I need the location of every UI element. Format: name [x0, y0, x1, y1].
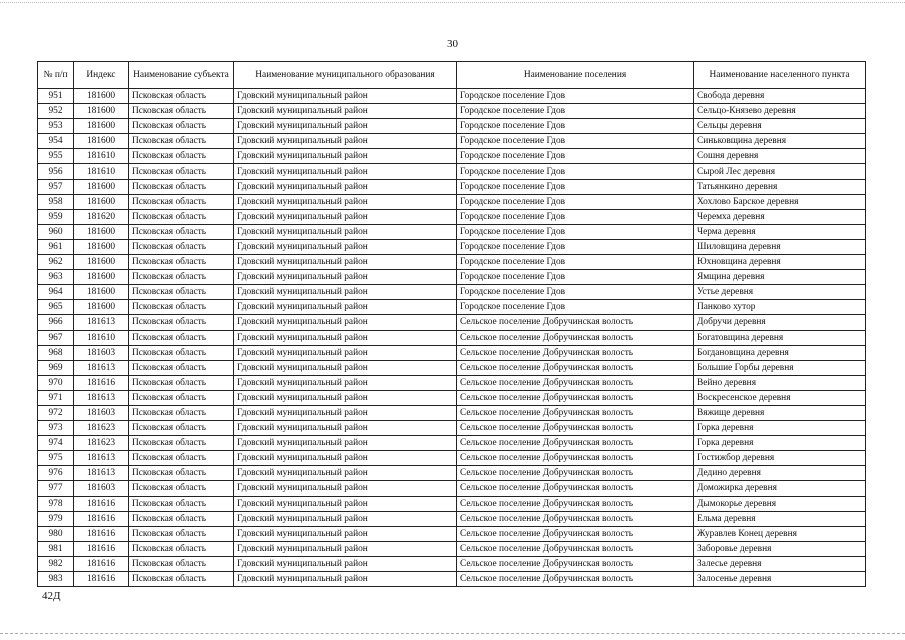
cell-locality: Свобода деревня: [694, 89, 866, 104]
cell-locality: Панково хутор: [694, 300, 866, 315]
cell-settlement: Городское поселение Гдов: [457, 224, 694, 239]
cell-index: 181600: [74, 179, 129, 194]
cell-number: 980: [38, 526, 74, 541]
cell-index: 181600: [74, 270, 129, 285]
cell-municipality: Гдовский муниципальный район: [234, 164, 457, 179]
cell-municipality: Гдовский муниципальный район: [234, 436, 457, 451]
table-header-row: [38, 62, 866, 89]
cell-municipality: Гдовский муниципальный район: [234, 330, 457, 345]
cell-locality: Доможирка деревня: [694, 481, 866, 496]
cell-subject: Псковская область: [129, 119, 234, 134]
cell-index: 181610: [74, 164, 129, 179]
cell-settlement: Сельское поселение Добручинская волость: [457, 541, 694, 556]
cell-municipality: Гдовский муниципальный район: [234, 300, 457, 315]
cell-locality: Черемха деревня: [694, 209, 866, 224]
cell-index: 181603: [74, 481, 129, 496]
cell-locality: Ельма деревня: [694, 511, 866, 526]
cell-subject: Псковская область: [129, 360, 234, 375]
cell-municipality: Гдовский муниципальный район: [234, 89, 457, 104]
cell-municipality: Гдовский муниципальный район: [234, 481, 457, 496]
cell-subject: Псковская область: [129, 345, 234, 360]
table-row: [38, 119, 866, 134]
cell-index: 181600: [74, 89, 129, 104]
cell-municipality: Гдовский муниципальный район: [234, 134, 457, 149]
cell-subject: Псковская область: [129, 315, 234, 330]
cell-municipality: Гдовский муниципальный район: [234, 390, 457, 405]
cell-locality: Ямщина деревня: [694, 270, 866, 285]
cell-number: 958: [38, 194, 74, 209]
scan-artifact-bottom: [0, 633, 905, 634]
cell-municipality: Гдовский муниципальный район: [234, 270, 457, 285]
cell-subject: Псковская область: [129, 466, 234, 481]
cell-subject: Псковская область: [129, 375, 234, 390]
table-row: [38, 511, 866, 526]
cell-subject: Псковская область: [129, 255, 234, 270]
cell-municipality: Гдовский муниципальный район: [234, 556, 457, 571]
cell-subject: Псковская область: [129, 330, 234, 345]
cell-settlement: Сельское поселение Добручинская волость: [457, 451, 694, 466]
cell-municipality: Гдовский муниципальный район: [234, 375, 457, 390]
cell-municipality: Гдовский муниципальный район: [234, 526, 457, 541]
cell-locality: Богатовщина деревня: [694, 330, 866, 345]
cell-locality: Сырой Лес деревня: [694, 164, 866, 179]
cell-locality: Большие Горбы деревня: [694, 360, 866, 375]
table-row: [38, 315, 866, 330]
cell-number: 952: [38, 104, 74, 119]
cell-locality: Устье деревня: [694, 285, 866, 300]
table-row: [38, 451, 866, 466]
cell-index: 181603: [74, 405, 129, 420]
table-row: [38, 224, 866, 239]
settlements-table: [37, 61, 866, 587]
cell-index: 181616: [74, 375, 129, 390]
table-row: [38, 209, 866, 224]
cell-number: 963: [38, 270, 74, 285]
table-row: [38, 300, 866, 315]
cell-settlement: Городское поселение Гдов: [457, 89, 694, 104]
cell-locality: Дедино деревня: [694, 466, 866, 481]
cell-number: 976: [38, 466, 74, 481]
scan-artifact-top: [0, 2, 905, 3]
page-number: 30: [447, 38, 458, 50]
cell-settlement: Сельское поселение Добручинская волость: [457, 496, 694, 511]
cell-index: 181613: [74, 315, 129, 330]
table-row: [38, 572, 866, 587]
cell-number: 961: [38, 239, 74, 254]
cell-settlement: Сельское поселение Добручинская волость: [457, 526, 694, 541]
cell-locality: Горка деревня: [694, 436, 866, 451]
cell-settlement: Сельское поселение Добручинская волость: [457, 390, 694, 405]
cell-number: 981: [38, 541, 74, 556]
table-row: [38, 345, 866, 360]
table-row: [38, 270, 866, 285]
cell-locality: Татьянкино деревня: [694, 179, 866, 194]
cell-number: 955: [38, 149, 74, 164]
cell-municipality: Гдовский муниципальный район: [234, 572, 457, 587]
cell-subject: Псковская область: [129, 179, 234, 194]
cell-settlement: Городское поселение Гдов: [457, 134, 694, 149]
cell-subject: Псковская область: [129, 511, 234, 526]
header-municipality: Наименование муниципального образования: [234, 62, 457, 89]
cell-municipality: Гдовский муниципальный район: [234, 360, 457, 375]
cell-subject: Псковская область: [129, 572, 234, 587]
cell-locality: Синьковщина деревня: [694, 134, 866, 149]
cell-number: 975: [38, 451, 74, 466]
table-row: [38, 134, 866, 149]
cell-index: 181613: [74, 360, 129, 375]
cell-settlement: Городское поселение Гдов: [457, 119, 694, 134]
table-row: [38, 481, 866, 496]
header-index: Индекс: [74, 62, 129, 89]
cell-index: 181613: [74, 451, 129, 466]
table-row: [38, 421, 866, 436]
cell-municipality: Гдовский муниципальный район: [234, 421, 457, 436]
cell-settlement: Городское поселение Гдов: [457, 194, 694, 209]
table-row: [38, 285, 866, 300]
cell-subject: Псковская область: [129, 541, 234, 556]
cell-municipality: Гдовский муниципальный район: [234, 149, 457, 164]
cell-index: 181600: [74, 104, 129, 119]
cell-index: 181603: [74, 345, 129, 360]
table-row: [38, 149, 866, 164]
cell-settlement: Сельское поселение Добручинская волость: [457, 556, 694, 571]
cell-number: 960: [38, 224, 74, 239]
cell-number: 951: [38, 89, 74, 104]
cell-locality: Вяжище деревня: [694, 405, 866, 420]
cell-subject: Псковская область: [129, 300, 234, 315]
cell-municipality: Гдовский муниципальный район: [234, 209, 457, 224]
cell-locality: Хохлово Барское деревня: [694, 194, 866, 209]
cell-number: 974: [38, 436, 74, 451]
cell-number: 953: [38, 119, 74, 134]
cell-municipality: Гдовский муниципальный район: [234, 345, 457, 360]
cell-index: 181600: [74, 134, 129, 149]
cell-settlement: Сельское поселение Добручинская волость: [457, 466, 694, 481]
footer-code: 42Д: [42, 590, 61, 602]
cell-municipality: Гдовский муниципальный район: [234, 511, 457, 526]
cell-subject: Псковская область: [129, 556, 234, 571]
table-row: [38, 541, 866, 556]
cell-settlement: Городское поселение Гдов: [457, 104, 694, 119]
cell-index: 181600: [74, 239, 129, 254]
header-locality: Наименование населенного пункта: [694, 62, 866, 89]
table-row: [38, 526, 866, 541]
cell-number: 965: [38, 300, 74, 315]
cell-locality: Залесье деревня: [694, 556, 866, 571]
cell-number: 972: [38, 405, 74, 420]
cell-subject: Псковская область: [129, 451, 234, 466]
table-row: [38, 390, 866, 405]
cell-settlement: Городское поселение Гдов: [457, 239, 694, 254]
cell-subject: Псковская область: [129, 89, 234, 104]
cell-locality: Заборовье деревня: [694, 541, 866, 556]
cell-locality: Сошня деревня: [694, 149, 866, 164]
cell-subject: Псковская область: [129, 134, 234, 149]
cell-settlement: Городское поселение Гдов: [457, 179, 694, 194]
cell-locality: Богдановщина деревня: [694, 345, 866, 360]
cell-number: 956: [38, 164, 74, 179]
cell-municipality: Гдовский муниципальный район: [234, 179, 457, 194]
table-row: [38, 466, 866, 481]
cell-settlement: Сельское поселение Добручинская волость: [457, 360, 694, 375]
table-row: [38, 360, 866, 375]
cell-index: 181613: [74, 466, 129, 481]
cell-subject: Псковская область: [129, 390, 234, 405]
cell-index: 181623: [74, 436, 129, 451]
cell-municipality: Гдовский муниципальный район: [234, 315, 457, 330]
cell-settlement: Сельское поселение Добручинская волость: [457, 330, 694, 345]
cell-locality: Шиловщина деревня: [694, 239, 866, 254]
cell-subject: Псковская область: [129, 436, 234, 451]
cell-settlement: Городское поселение Гдов: [457, 285, 694, 300]
cell-settlement: Городское поселение Гдов: [457, 209, 694, 224]
cell-index: 181616: [74, 511, 129, 526]
cell-municipality: Гдовский муниципальный район: [234, 224, 457, 239]
cell-municipality: Гдовский муниципальный район: [234, 496, 457, 511]
cell-subject: Псковская область: [129, 209, 234, 224]
cell-municipality: Гдовский муниципальный район: [234, 239, 457, 254]
cell-locality: Юхновщина деревня: [694, 255, 866, 270]
cell-settlement: Сельское поселение Добручинская волость: [457, 572, 694, 587]
cell-settlement: Сельское поселение Добручинская волость: [457, 481, 694, 496]
cell-index: 181613: [74, 390, 129, 405]
cell-locality: Журавлев Конец деревня: [694, 526, 866, 541]
cell-index: 181620: [74, 209, 129, 224]
cell-settlement: Городское поселение Гдов: [457, 164, 694, 179]
table-row: [38, 375, 866, 390]
table-row: [38, 194, 866, 209]
cell-number: 964: [38, 285, 74, 300]
cell-index: 181610: [74, 149, 129, 164]
table-body: [38, 89, 866, 587]
cell-locality: Черма деревня: [694, 224, 866, 239]
table-row: [38, 330, 866, 345]
cell-settlement: Сельское поселение Добручинская волость: [457, 511, 694, 526]
cell-number: 979: [38, 511, 74, 526]
table-row: [38, 556, 866, 571]
cell-municipality: Гдовский муниципальный район: [234, 541, 457, 556]
cell-municipality: Гдовский муниципальный район: [234, 405, 457, 420]
cell-settlement: Городское поселение Гдов: [457, 255, 694, 270]
table-row: [38, 436, 866, 451]
cell-locality: Вейно деревня: [694, 375, 866, 390]
cell-index: 181616: [74, 526, 129, 541]
cell-locality: Залосенье деревня: [694, 572, 866, 587]
cell-municipality: Гдовский муниципальный район: [234, 119, 457, 134]
cell-settlement: Сельское поселение Добручинская волость: [457, 436, 694, 451]
cell-number: 954: [38, 134, 74, 149]
table-row: [38, 239, 866, 254]
cell-locality: Дымокорье деревня: [694, 496, 866, 511]
table-row: [38, 89, 866, 104]
cell-subject: Псковская область: [129, 270, 234, 285]
cell-number: 978: [38, 496, 74, 511]
cell-settlement: Городское поселение Гдов: [457, 270, 694, 285]
cell-number: 966: [38, 315, 74, 330]
cell-index: 181600: [74, 255, 129, 270]
cell-number: 970: [38, 375, 74, 390]
cell-municipality: Гдовский муниципальный район: [234, 285, 457, 300]
cell-subject: Псковская область: [129, 526, 234, 541]
cell-locality: Горка деревня: [694, 421, 866, 436]
table-row: [38, 104, 866, 119]
table-row: [38, 405, 866, 420]
cell-number: 983: [38, 572, 74, 587]
cell-index: 181616: [74, 496, 129, 511]
cell-settlement: Городское поселение Гдов: [457, 149, 694, 164]
cell-subject: Псковская область: [129, 149, 234, 164]
cell-locality: Добручи деревня: [694, 315, 866, 330]
cell-municipality: Гдовский муниципальный район: [234, 451, 457, 466]
cell-index: 181616: [74, 556, 129, 571]
cell-municipality: Гдовский муниципальный район: [234, 255, 457, 270]
cell-index: 181610: [74, 330, 129, 345]
cell-number: 977: [38, 481, 74, 496]
cell-subject: Псковская область: [129, 421, 234, 436]
header-subject: Наименование субъекта: [129, 62, 234, 89]
header-number: № п/п: [38, 62, 74, 89]
cell-subject: Псковская область: [129, 194, 234, 209]
header-settlement: Наименование поселения: [457, 62, 694, 89]
cell-locality: Сельцы деревня: [694, 119, 866, 134]
cell-settlement: Сельское поселение Добручинская волость: [457, 375, 694, 390]
cell-locality: Воскресенское деревня: [694, 390, 866, 405]
cell-subject: Псковская область: [129, 496, 234, 511]
cell-number: 968: [38, 345, 74, 360]
cell-settlement: Сельское поселение Добручинская волость: [457, 345, 694, 360]
cell-index: 181600: [74, 194, 129, 209]
cell-settlement: Сельское поселение Добручинская волость: [457, 421, 694, 436]
cell-subject: Псковская область: [129, 239, 234, 254]
cell-index: 181600: [74, 285, 129, 300]
cell-subject: Псковская область: [129, 224, 234, 239]
cell-number: 959: [38, 209, 74, 224]
cell-index: 181600: [74, 119, 129, 134]
cell-number: 973: [38, 421, 74, 436]
cell-subject: Псковская область: [129, 104, 234, 119]
cell-settlement: Сельское поселение Добручинская волость: [457, 315, 694, 330]
cell-index: 181600: [74, 300, 129, 315]
cell-number: 971: [38, 390, 74, 405]
cell-index: 181600: [74, 224, 129, 239]
table-row: [38, 164, 866, 179]
cell-number: 957: [38, 179, 74, 194]
cell-subject: Псковская область: [129, 164, 234, 179]
cell-subject: Псковская область: [129, 481, 234, 496]
cell-index: 181623: [74, 421, 129, 436]
cell-settlement: Городское поселение Гдов: [457, 300, 694, 315]
cell-subject: Псковская область: [129, 405, 234, 420]
cell-municipality: Гдовский муниципальный район: [234, 104, 457, 119]
cell-index: 181616: [74, 572, 129, 587]
cell-subject: Псковская область: [129, 285, 234, 300]
cell-number: 982: [38, 556, 74, 571]
cell-municipality: Гдовский муниципальный район: [234, 194, 457, 209]
cell-number: 969: [38, 360, 74, 375]
cell-settlement: Сельское поселение Добручинская волость: [457, 405, 694, 420]
cell-number: 962: [38, 255, 74, 270]
table-row: [38, 179, 866, 194]
cell-index: 181616: [74, 541, 129, 556]
cell-locality: Сельцо-Князево деревня: [694, 104, 866, 119]
table-row: [38, 496, 866, 511]
cell-locality: Гостижбор деревня: [694, 451, 866, 466]
table-row: [38, 255, 866, 270]
cell-municipality: Гдовский муниципальный район: [234, 466, 457, 481]
cell-number: 967: [38, 330, 74, 345]
